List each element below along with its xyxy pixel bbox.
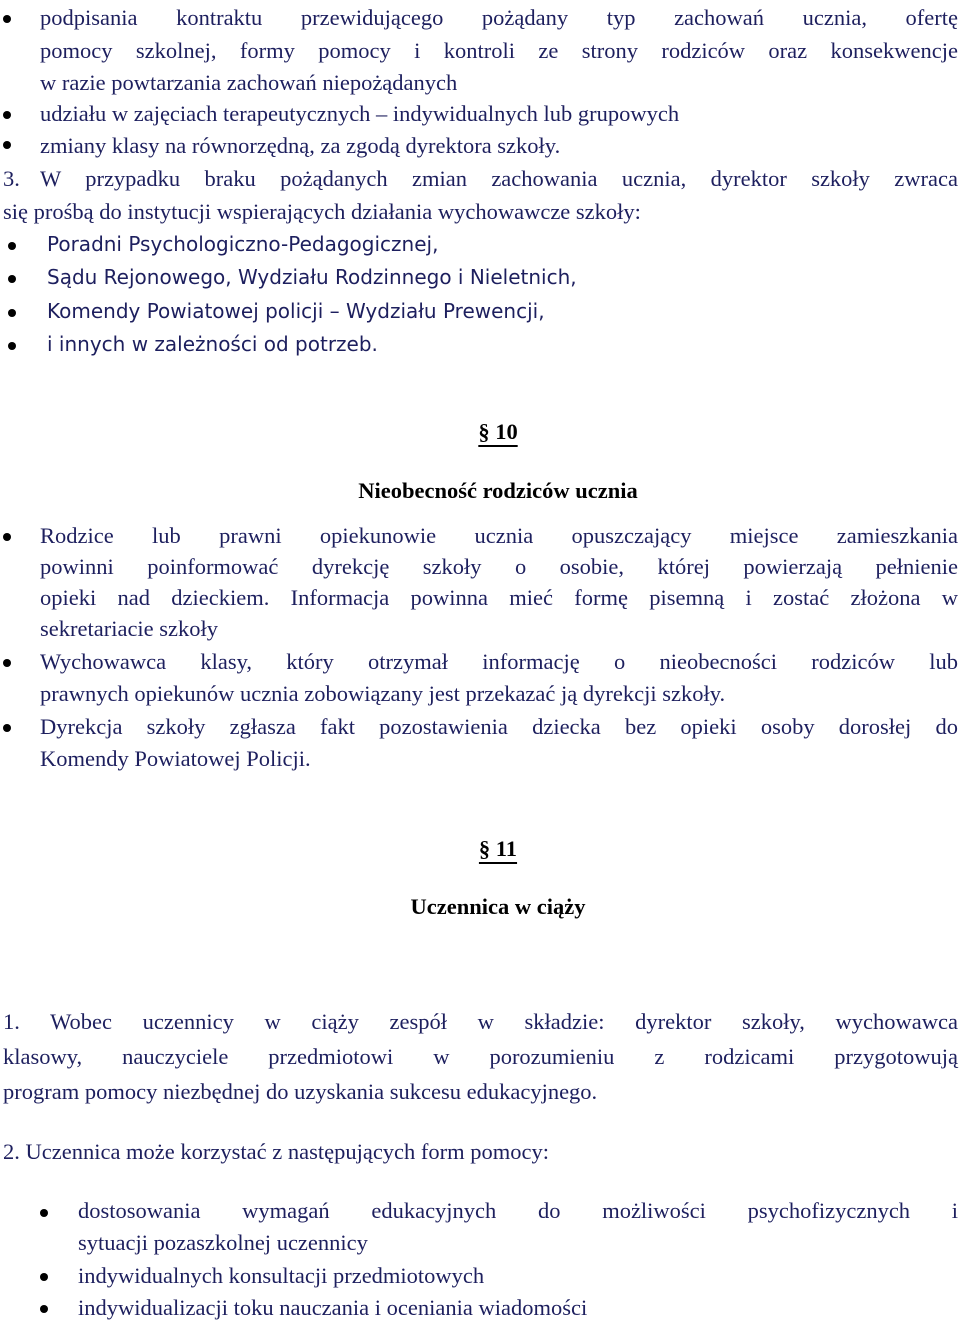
bullet-icon <box>8 275 16 283</box>
list-item-line: Komendy Powiatowej Policji. <box>40 746 311 771</box>
list-item-line: zmiany klasy na równorzędną, za zgodą dyrektora szkoły. <box>40 133 561 158</box>
institution-item: Poradni Psychologiczno-Pedagogicznej, <box>47 232 439 256</box>
list-item-line: w razie powtarzania zachowań niepożądanych <box>40 70 458 95</box>
list-item-line: Wychowawca klasy, który otrzymał informację o nieobecności rodziców lub <box>40 649 958 674</box>
bullet-icon <box>40 1209 48 1217</box>
list-item-line: pomocy szkolnej, formy pomocy i kontroli ze strony rodziców oraz konsekwencje <box>40 38 958 63</box>
bullet-icon <box>3 15 11 23</box>
list-item-line: Dyrekcja szkoły zgłasza fakt pozostawienia dziecka bez opieki osoby dorosłej do <box>40 714 958 739</box>
bullet-icon <box>40 1305 48 1313</box>
list-item-line: sekretariacie szkoły <box>40 616 219 641</box>
list-item-line: prawnych opiekunów ucznia zobowiązany jest przekazać ją dyrekcji szkoły. <box>40 681 726 706</box>
section-title: Nieobecność rodziców ucznia <box>358 478 638 503</box>
point-line: W przypadku braku pożądanych zmian zachowania ucznia, dyrektor szkoły zwraca <box>40 166 958 191</box>
bullet-icon <box>8 309 16 317</box>
form-item-line: indywidualnych konsultacji przedmiotowych <box>78 1263 485 1288</box>
list-item-line: powinni poinformować dyrekcję szkoły o osobie, której powierzają pełnienie <box>40 554 958 579</box>
bullet-icon <box>40 1273 48 1281</box>
bullet-icon <box>3 141 11 149</box>
bullet-icon <box>3 724 11 732</box>
point-number: 3. <box>3 166 20 191</box>
form-item-line: dostosowania wymagań edukacyjnych do możliwości psychofizycznych i <box>78 1198 958 1223</box>
list-item-line: udziału w zajęciach terapeutycznych – indywidualnych lub grupowych <box>40 101 680 126</box>
bullet-icon <box>8 342 16 350</box>
bullet-icon <box>3 659 11 667</box>
institution-item: Sądu Rejonowego, Wydziału Rodzinnego i Nieletnich, <box>47 265 577 289</box>
section-title: Uczennica w ciąży <box>410 894 586 919</box>
institution-item: i innych w zależności od potrzeb. <box>47 332 378 356</box>
point-line: program pomocy niezbędnej do uzyskania sukcesu edukacyjnego. <box>3 1079 598 1104</box>
list-item-line: opieki nad dzieckiem. Informacja powinna mieć formę pisemną i zostać złożona w <box>40 585 958 610</box>
bullet-icon <box>3 533 11 541</box>
bullet-icon <box>3 111 11 119</box>
point-line: 2. Uczennica może korzystać z następujących form pomocy: <box>3 1139 550 1164</box>
section-number: § 11 <box>478 836 518 861</box>
bullet-icon <box>8 242 16 250</box>
form-item-line: sytuacji pozaszkolnej uczennicy <box>78 1230 368 1255</box>
list-item-line: podpisania kontraktu przewidującego pożądany typ zachowań ucznia, ofertę <box>40 5 958 30</box>
institution-item: Komendy Powiatowej policji – Wydziału Prewencji, <box>47 299 545 323</box>
form-item-line: indywidualizacji toku nauczania i oceniania wiadomości <box>78 1295 588 1320</box>
point-line: 1. Wobec uczennicy w ciąży zespół w składzie: dyrektor szkoły, wychowawca <box>3 1009 958 1034</box>
list-item-line: Rodzice lub prawni opiekunowie ucznia opuszczający miejsce zamieszkania <box>40 523 958 548</box>
section-number: § 10 <box>478 419 518 444</box>
point-line: klasowy, nauczyciele przedmiotowi w porozumieniu z rodzicami przygotowują <box>3 1044 958 1069</box>
point-line: się prośbą do instytucji wspierających działania wychowawcze szkoły: <box>3 199 641 224</box>
